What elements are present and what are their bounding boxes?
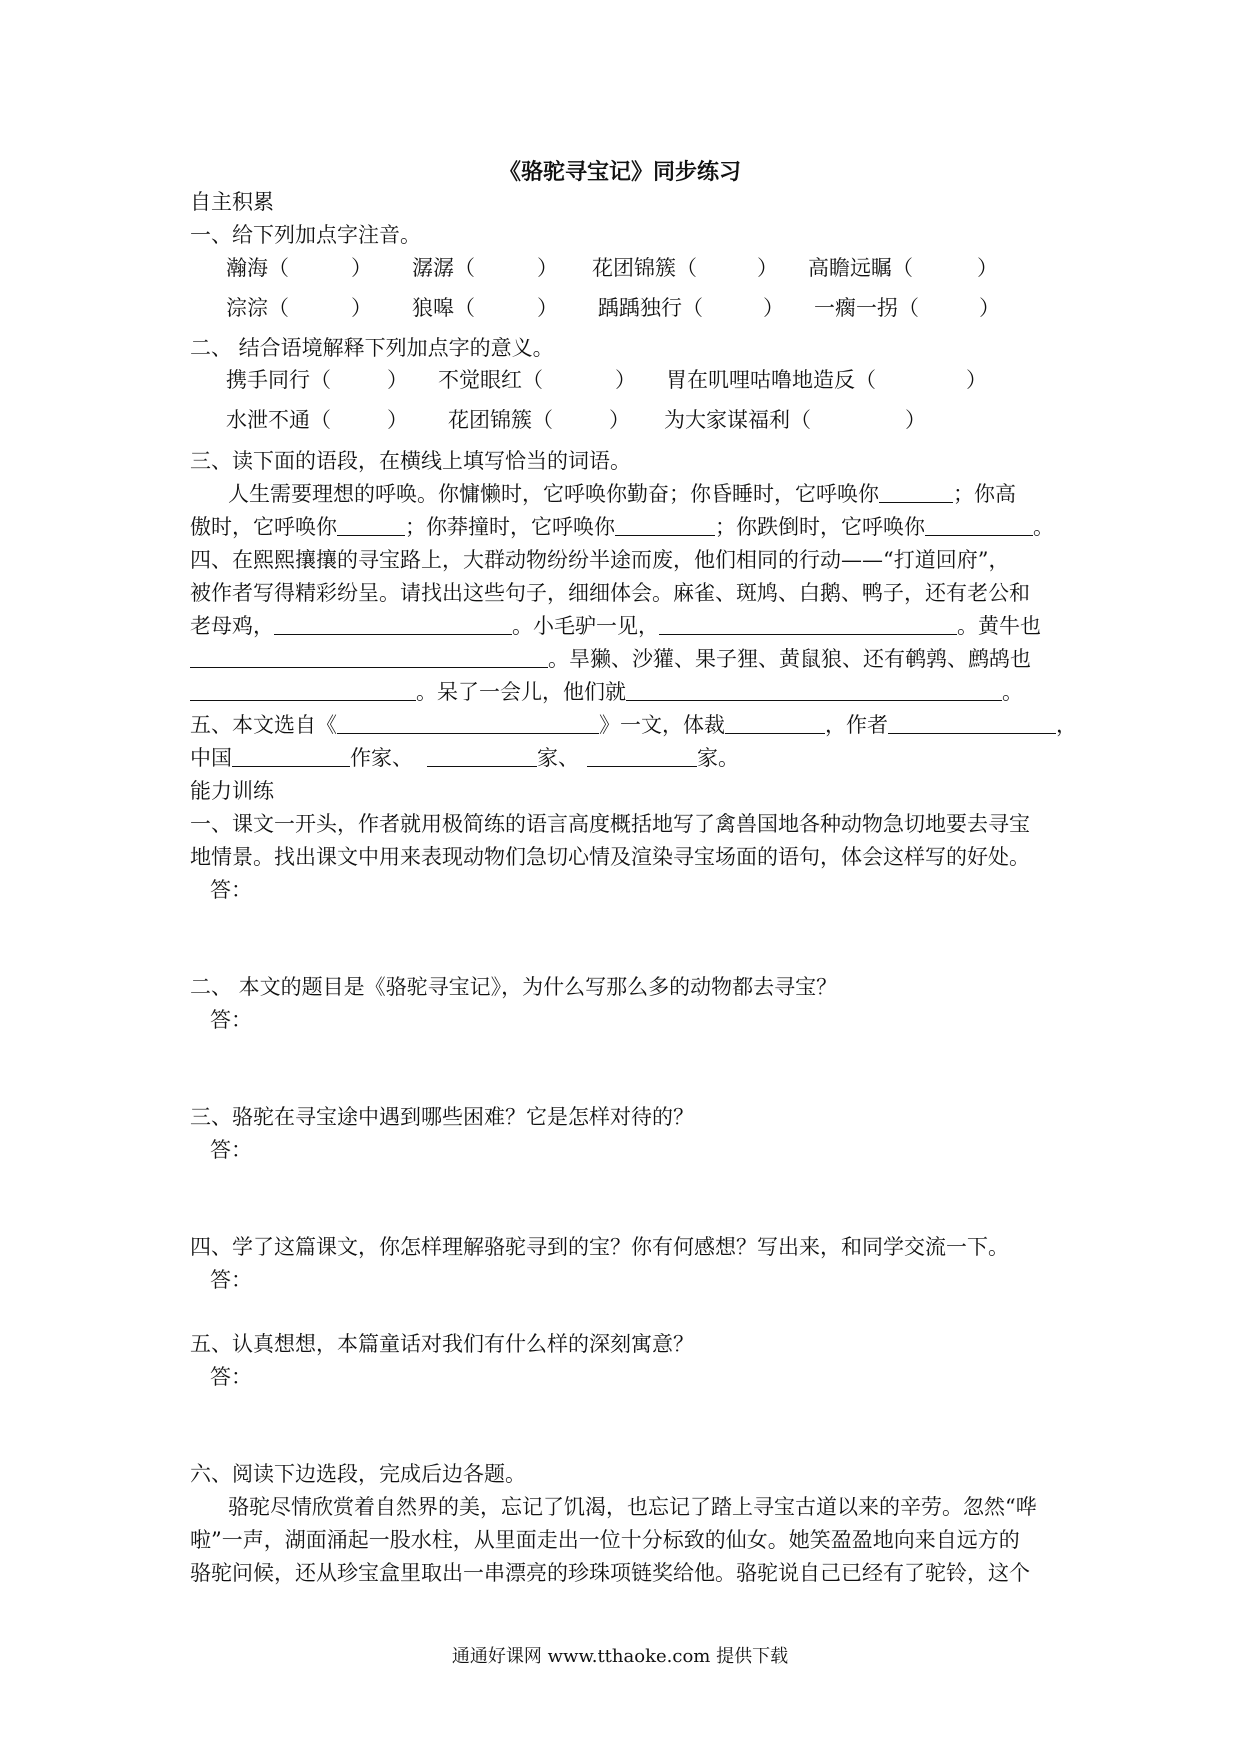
blank-line[interactable]: [427, 748, 537, 767]
blank-line[interactable]: [274, 616, 512, 635]
pinyin-item: 花团锦簇（: [592, 256, 697, 280]
blank-line[interactable]: [879, 484, 953, 503]
blank-line[interactable]: [659, 616, 957, 635]
meaning-item: 携手同行（: [226, 368, 331, 392]
meaning-item: 花团锦簇（: [448, 408, 553, 432]
answer-label: 答：: [210, 878, 252, 902]
meaning-item: 水泄不通（: [226, 408, 331, 432]
pinyin-item: 高瞻远瞩（: [808, 256, 913, 280]
paren-close: ）: [905, 408, 926, 432]
meaning-item: 不觉眼红（: [438, 368, 543, 392]
pinyin-item: 潺潺（: [412, 256, 475, 280]
blank-line[interactable]: [190, 649, 548, 668]
blank-line[interactable]: [337, 517, 405, 536]
paragraph-text: 中国: [190, 746, 232, 770]
meaning-row-1: [226, 370, 987, 391]
question-4-line-2: 被作者写得精彩纷呈。请找出这些句子，细细体会。麻雀、斑鸠、白鹅、鸭子，还有老公和: [190, 581, 1030, 605]
ability-q3: 三、骆驼在寻宝途中遇到哪些困难？它是怎样对待的？: [190, 1105, 694, 1129]
paragraph-text: 。: [1002, 680, 1023, 704]
paragraph-text: 家。: [697, 746, 739, 770]
ability-q2: 二、 本文的题目是《骆驼寻宝记》，为什么写那么多的动物都去寻宝？: [190, 975, 838, 999]
question-4-line-4: [190, 649, 1031, 670]
ability-q1-line-2: 地情景。找出课文中用来表现动物们急切心情及渲染寻宝场面的语句，体会这样写的好处。: [190, 845, 1030, 869]
answer-label: 答：: [210, 1138, 252, 1162]
paren-close: ）: [609, 408, 630, 432]
fill-paragraph-line-2: [190, 517, 1054, 538]
meaning-row-2: [226, 410, 926, 431]
pinyin-row-1: [226, 258, 998, 279]
paren-close: ）: [537, 296, 558, 320]
paragraph-text: 》一文，体裁: [599, 713, 725, 737]
question-4-line-3: [190, 616, 1041, 637]
page-footer: 通通好课网 www.tthaoke.com 提供下载: [451, 1646, 789, 1667]
paragraph-text: ，: [1056, 713, 1077, 737]
paragraph-text: 。黄牛也: [957, 614, 1041, 638]
paren-close: ）: [387, 408, 408, 432]
blank-line[interactable]: [925, 517, 1033, 536]
blank-line[interactable]: [337, 715, 599, 734]
ability-q4: 四、学了这篇课文，你怎样理解骆驼寻到的宝？你有何感想？写出来，和同学交流一下。: [190, 1235, 1009, 1259]
question-4-line-1: 四、在熙熙攘攘的寻宝路上，大群动物纷纷半途而废，他们相同的行动——“打道回府”，: [190, 548, 1010, 572]
meaning-item: 胃在叽哩咕噜地造反（: [666, 368, 876, 392]
blank-line[interactable]: [888, 715, 1056, 734]
paren-close: ）: [387, 368, 408, 392]
answer-label: 答：: [210, 1268, 252, 1292]
paren-close: ）: [979, 296, 1000, 320]
question-1-label: 一、给下列加点字注音。: [190, 223, 421, 247]
paren-close: ）: [537, 256, 558, 280]
paragraph-text: 作家、: [350, 746, 413, 770]
paragraph-text: 人生需要理想的呼唤。你慵懒时，它呼唤你勤奋；你昏睡时，它呼唤你: [228, 482, 879, 506]
section-heading-self-study: 自主积累: [190, 190, 274, 214]
paragraph-text: 老母鸡，: [190, 614, 274, 638]
paren-close: ）: [977, 256, 998, 280]
question-2-label: 二、 结合语境解释下列加点字的意义。: [190, 336, 554, 360]
paragraph-text: ；你跌倒时，它呼唤你: [715, 515, 925, 539]
pinyin-item: 狼嗥（: [412, 296, 475, 320]
paragraph-text: ；你高: [953, 482, 1016, 506]
pinyin-item: 踽踽独行（: [598, 296, 703, 320]
blank-line[interactable]: [232, 748, 350, 767]
paragraph-text: 傲时，它呼唤你: [190, 515, 337, 539]
section-heading-ability: 能力训练: [190, 779, 274, 803]
paragraph-text: 家、: [537, 746, 579, 770]
paragraph-text: 。呆了一会儿，他们就: [416, 680, 626, 704]
paren-close: ）: [763, 296, 784, 320]
blank-line[interactable]: [725, 715, 825, 734]
blank-line[interactable]: [190, 682, 416, 701]
fill-paragraph-line-1: [228, 484, 1016, 505]
paragraph-text: 。旱獭、沙獾、果子狸、黄鼠狼、还有鹌鹑、鹧鸪也: [548, 647, 1031, 671]
paragraph-text: ，作者: [825, 713, 888, 737]
paren-close: ）: [615, 368, 636, 392]
blank-line[interactable]: [626, 682, 1002, 701]
question-3-label: 三、读下面的语段，在横线上填写恰当的词语。: [190, 449, 631, 473]
question-5-line-1: [190, 715, 1077, 736]
paragraph-text: 。小毛驴一见，: [512, 614, 659, 638]
blank-line[interactable]: [615, 517, 715, 536]
answer-label: 答：: [210, 1365, 252, 1389]
paren-close: ）: [757, 256, 778, 280]
question-4-line-5: [190, 682, 1023, 703]
pinyin-row-2: [226, 298, 1000, 319]
ability-q1-line-1: 一、课文一开头，作者就用极简练的语言高度概括地写了禽兽国地各种动物急切地要去寻宝: [190, 812, 1030, 836]
paragraph-text: 五、本文选自《: [190, 713, 337, 737]
paren-close: ）: [966, 368, 987, 392]
paragraph-text: ；你莽撞时，它呼唤你: [405, 515, 615, 539]
page-title: 《骆驼寻宝记》同步练习: [498, 160, 741, 185]
blank-line[interactable]: [587, 748, 697, 767]
paragraph-text: 。: [1033, 515, 1054, 539]
ability-q6: 六、阅读下边选段，完成后边各题。: [190, 1462, 526, 1486]
pinyin-item: 一瘸一拐（: [814, 296, 919, 320]
excerpt-line-1: 骆驼尽情欣赏着自然界的美，忘记了饥渴，也忘记了踏上寻宝古道以来的辛劳。忽然“哗: [228, 1495, 1037, 1519]
excerpt-line-2: 啦”一声，湖面涌起一股水柱，从里面走出一位十分标致的仙女。她笑盈盈地向来自远方的: [190, 1528, 1020, 1552]
ability-q5: 五、认真想想，本篇童话对我们有什么样的深刻寓意？: [190, 1332, 694, 1356]
paren-close: ）: [351, 296, 372, 320]
pinyin-item: 瀚海（: [226, 256, 289, 280]
excerpt-line-3: 骆驼问候，还从珍宝盒里取出一串漂亮的珍珠项链奖给他。骆驼说自己已经有了驼铃，这个: [190, 1561, 1030, 1585]
question-5-line-2: [190, 748, 739, 769]
pinyin-item: 淙淙（: [226, 296, 289, 320]
answer-label: 答：: [210, 1008, 252, 1032]
paren-close: ）: [351, 256, 372, 280]
meaning-item: 为大家谋福利（: [664, 408, 811, 432]
